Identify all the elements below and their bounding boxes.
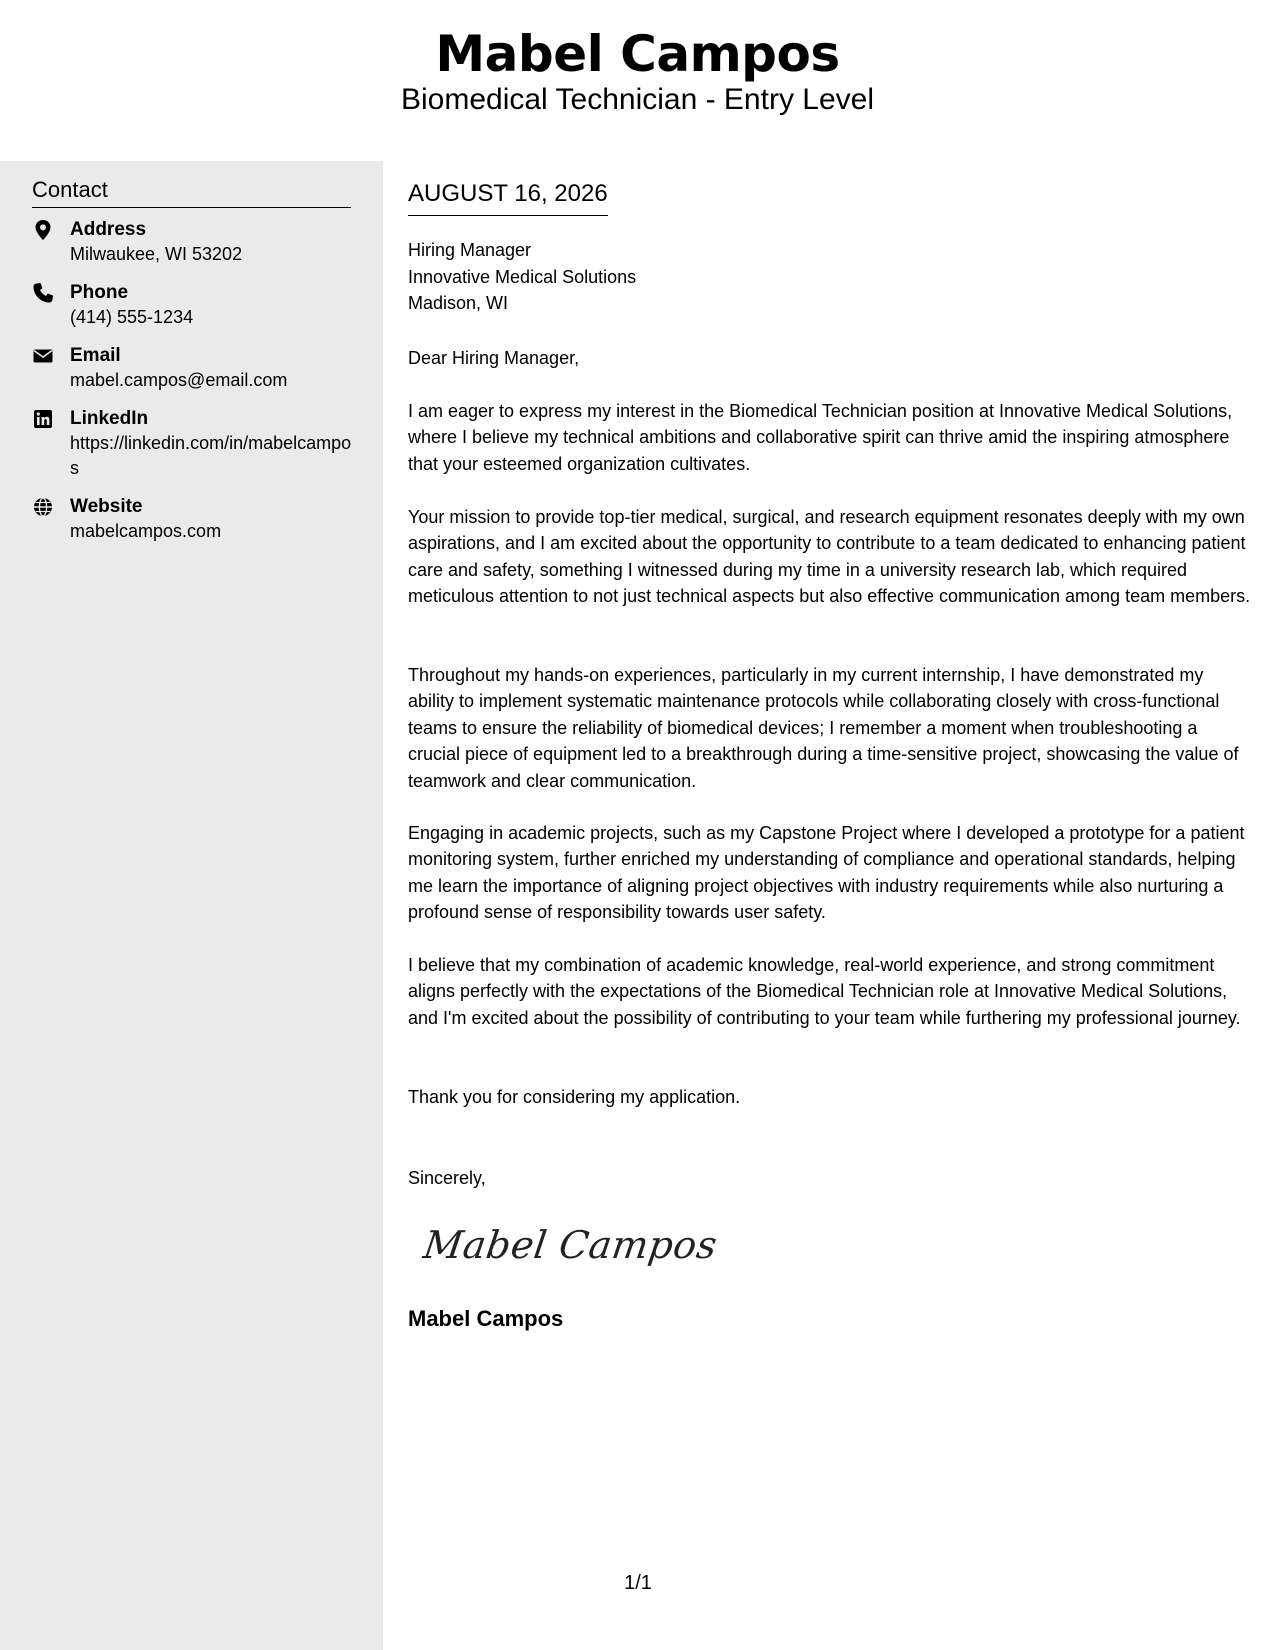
recipient-name: Hiring Manager [408, 240, 532, 260]
linkedin-label: LinkedIn [70, 408, 149, 429]
closing: Sincerely, [408, 1168, 486, 1188]
website-value: mabelcampos.com [70, 521, 222, 541]
paragraph-5: I believe that my combination of academic knowledge, real-world experience, and strong commitment aligns perfectly with the expectations of the Biomedical Technician role at Innovative Medical Solutions, and I'm excited about the possibility of contributing to your team while furthering my professional journey. [408, 955, 1241, 1028]
paragraph-6: Thank you for considering my application. [408, 1087, 741, 1107]
page-number: 1/1 [624, 1572, 652, 1594]
recipient-location: Madison, WI [408, 293, 509, 313]
phone-label: Phone [70, 282, 129, 303]
website-label: Website [70, 496, 143, 517]
envelope-icon [32, 345, 54, 367]
recipient-block [408, 237, 636, 317]
phone-value: (414) 555-1234 [70, 307, 194, 327]
letter-date: AUGUST 16, 2026 [408, 179, 608, 216]
recipient-company: Innovative Medical Solutions [408, 266, 637, 287]
globe-icon [32, 496, 54, 518]
phone-icon [32, 282, 54, 304]
contact-heading: Contact [32, 175, 351, 208]
job-title: Biomedical Technician - Entry Level [400, 83, 874, 116]
location-pin-icon [32, 219, 54, 241]
salutation: Dear Hiring Manager, [408, 348, 580, 368]
paragraph-1: I am eager to express my interest in the Biomedical Technician position at Innovative Medical Solutions, where I believe my technical ambitions and collaborative spirit can thrive amid the inspiring atmosphere that your esteemed organization cultivates. [408, 401, 1233, 474]
linkedin-value: https://linkedin.com/in/mabelcampos [70, 433, 352, 478]
handwritten-signature [418, 1216, 720, 1281]
contact-sidebar [0, 161, 383, 1650]
paragraph-2: Your mission to provide top-tier medical, surgical, and research equipment resonates deeply with my own aspirations, and I am excited about the opportunity to contribute to a team dedicated to enhancing patient care and safety, something I witnessed during my time in a university research lab, which required meticulous attention to not just technical aspects but also effective communication among team members. [408, 507, 1251, 607]
paragraph-4: Engaging in academic projects, such as my Capstone Project where I developed a prototype for a patient monitoring system, further enriched my understanding of compliance and operational standards, helping me learn the importance of aligning project objectives with industry requirements while also nurturing a profound sense of responsibility towards user safety. [408, 823, 1245, 923]
address-label: Address [70, 219, 147, 240]
paragraph-3: Throughout my hands-on experiences, particularly in my current internship, I have demonstrated my ability to implement systematic maintenance protocols while collaborating closely with cross-functional teams to ensure the reliability of biomedical devices; I remember a moment when troubleshooting a crucial piece of equipment led to a breakthrough during a time-sensitive project, showcasing the value of teamwork and clear communication. [408, 665, 1239, 791]
applicant-name: Mabel Campos [435, 25, 840, 83]
signer-name: Mabel Campos [408, 1306, 564, 1331]
header [0, 0, 1275, 160]
email-label: Email [70, 345, 121, 366]
linkedin-icon [32, 408, 54, 430]
address-value: Milwaukee, WI 53202 [70, 244, 243, 264]
email-value: mabel.campos@email.com [70, 370, 288, 390]
svg-text:Mabel Campos: Mabel Campos [420, 1224, 720, 1268]
